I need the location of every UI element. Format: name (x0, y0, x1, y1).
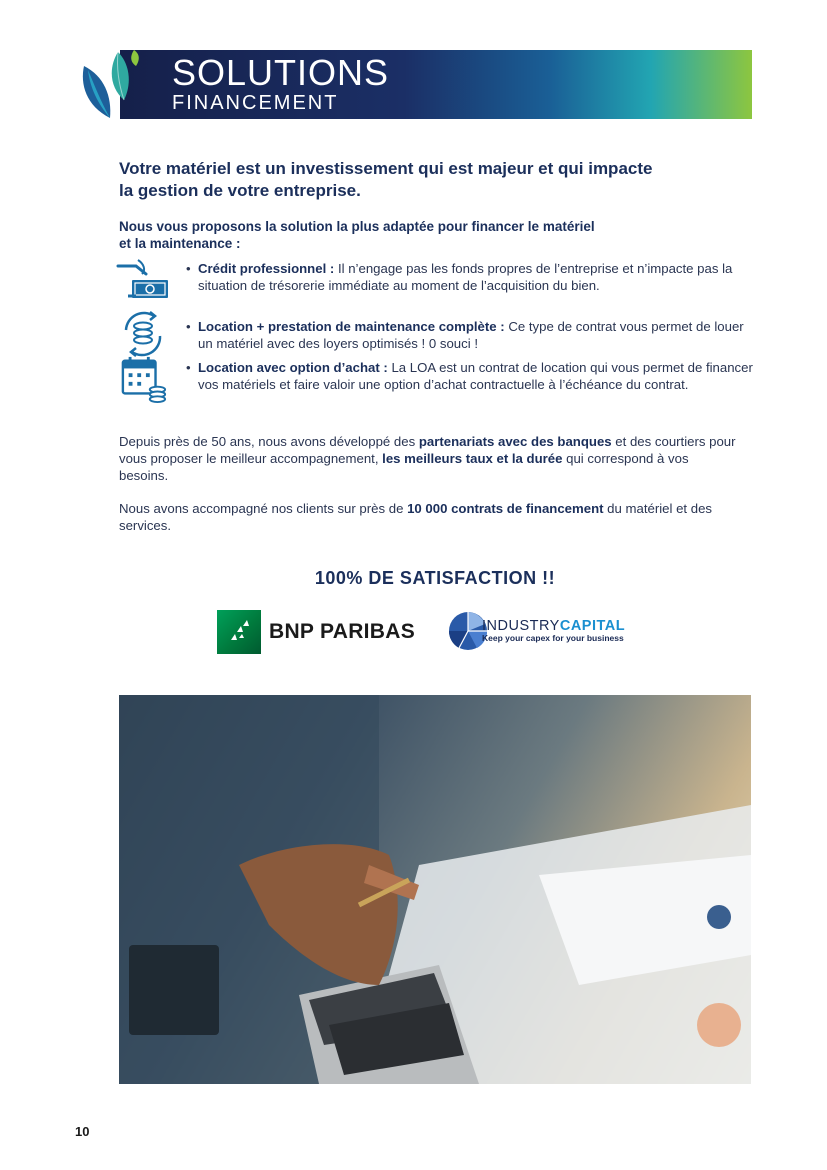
intro-line: Votre matériel est un investissement qui est majeur et qui impacte (119, 159, 653, 178)
intro-line: la gestion de votre entreprise. (119, 181, 361, 200)
page-title: SOLUTIONS (172, 52, 390, 93)
propose-heading (119, 218, 679, 252)
calculator-photo (119, 695, 751, 1084)
para-text: Nous avons accompagné nos clients sur près de (119, 501, 408, 516)
bullet-text: La LOA est un contrat de location qui vous permet de financer vos matériels et faire valoir une option d’achat contractuelle à l’échéance du contrat. (198, 360, 753, 392)
propose-line: Nous vous proposons la solution la plus adaptée pour financer le matériel (119, 219, 595, 234)
bullet-title: Location avec option d’achat : (198, 360, 388, 375)
para-text: qui correspond à vos besoins. (119, 451, 689, 483)
bullet-location-option-achat: • Location avec option d’achat : La LOA est un contrat de location qui vous permet de financer vos matériels et faire valoir une option d’achat contractuelle à l’échéance du contrat. (186, 360, 753, 392)
bnp-stars-icon (217, 610, 261, 654)
industry-capital-tagline: Keep your capex for your business (482, 633, 624, 643)
leaf-logo-icon (78, 44, 148, 122)
para-emphasis: les meilleurs taux et la durée (382, 451, 563, 466)
bullet-title: Crédit professionnel : (198, 261, 335, 276)
bullet-credit-professionnel: • Crédit professionnel : Il n’engage pas les fonds propres de l’entreprise et n’impacte pas la situation de trésorerie immédiate au moment de l’acquisition du bien. (186, 261, 733, 293)
hand-money-icon (116, 258, 172, 308)
ic-name-part: CAPITAL (559, 618, 626, 634)
calculator-photo-illustration (119, 695, 751, 1084)
page-subtitle: FINANCEMENT (172, 92, 339, 114)
para-text: et des courtiers pour vous proposer le meilleur accompagnement, (119, 434, 736, 466)
coins-cycle-icon (116, 308, 172, 358)
contracts-paragraph (119, 500, 739, 534)
bullet-text: Il n’engage pas les fonds propres de l’entreprise et n’impacte pas la situation de trésorerie immédiate au moment de l’acquisition du bien. (198, 261, 733, 293)
bnp-paribas-logo: BNP PARIBAS (269, 620, 416, 643)
para-text: du matériel et des services. (119, 501, 713, 533)
bullet-title: Location + prestation de maintenance complète : (198, 319, 505, 334)
para-text: Depuis près de 50 ans, nous avons développé des (119, 434, 419, 449)
page-number: 10 (75, 1124, 90, 1139)
ic-name-part: INDUSTRY (482, 618, 560, 634)
satisfaction-heading: 100% DE SATISFACTION !! (314, 568, 556, 588)
propose-line: et la maintenance : (119, 236, 241, 251)
bullet-text: Ce type de contrat vous permet de louer un matériel avec des loyers optimisés ! 0 souci ! (198, 319, 744, 351)
bullet-location-maintenance: • Location + prestation de maintenance complète : Ce type de contrat vous permet de louer un matériel avec des loyers optimisés ! 0 souci ! (186, 319, 744, 351)
calendar-coins-icon (116, 355, 172, 403)
intro-text (119, 158, 719, 202)
para-emphasis: 10 000 contrats de financement (407, 501, 604, 516)
bnp-logo-mark (217, 610, 261, 654)
partnership-paragraph (119, 433, 739, 484)
para-emphasis: partenariats avec des banques (418, 434, 612, 449)
industry-capital-name (482, 618, 625, 634)
